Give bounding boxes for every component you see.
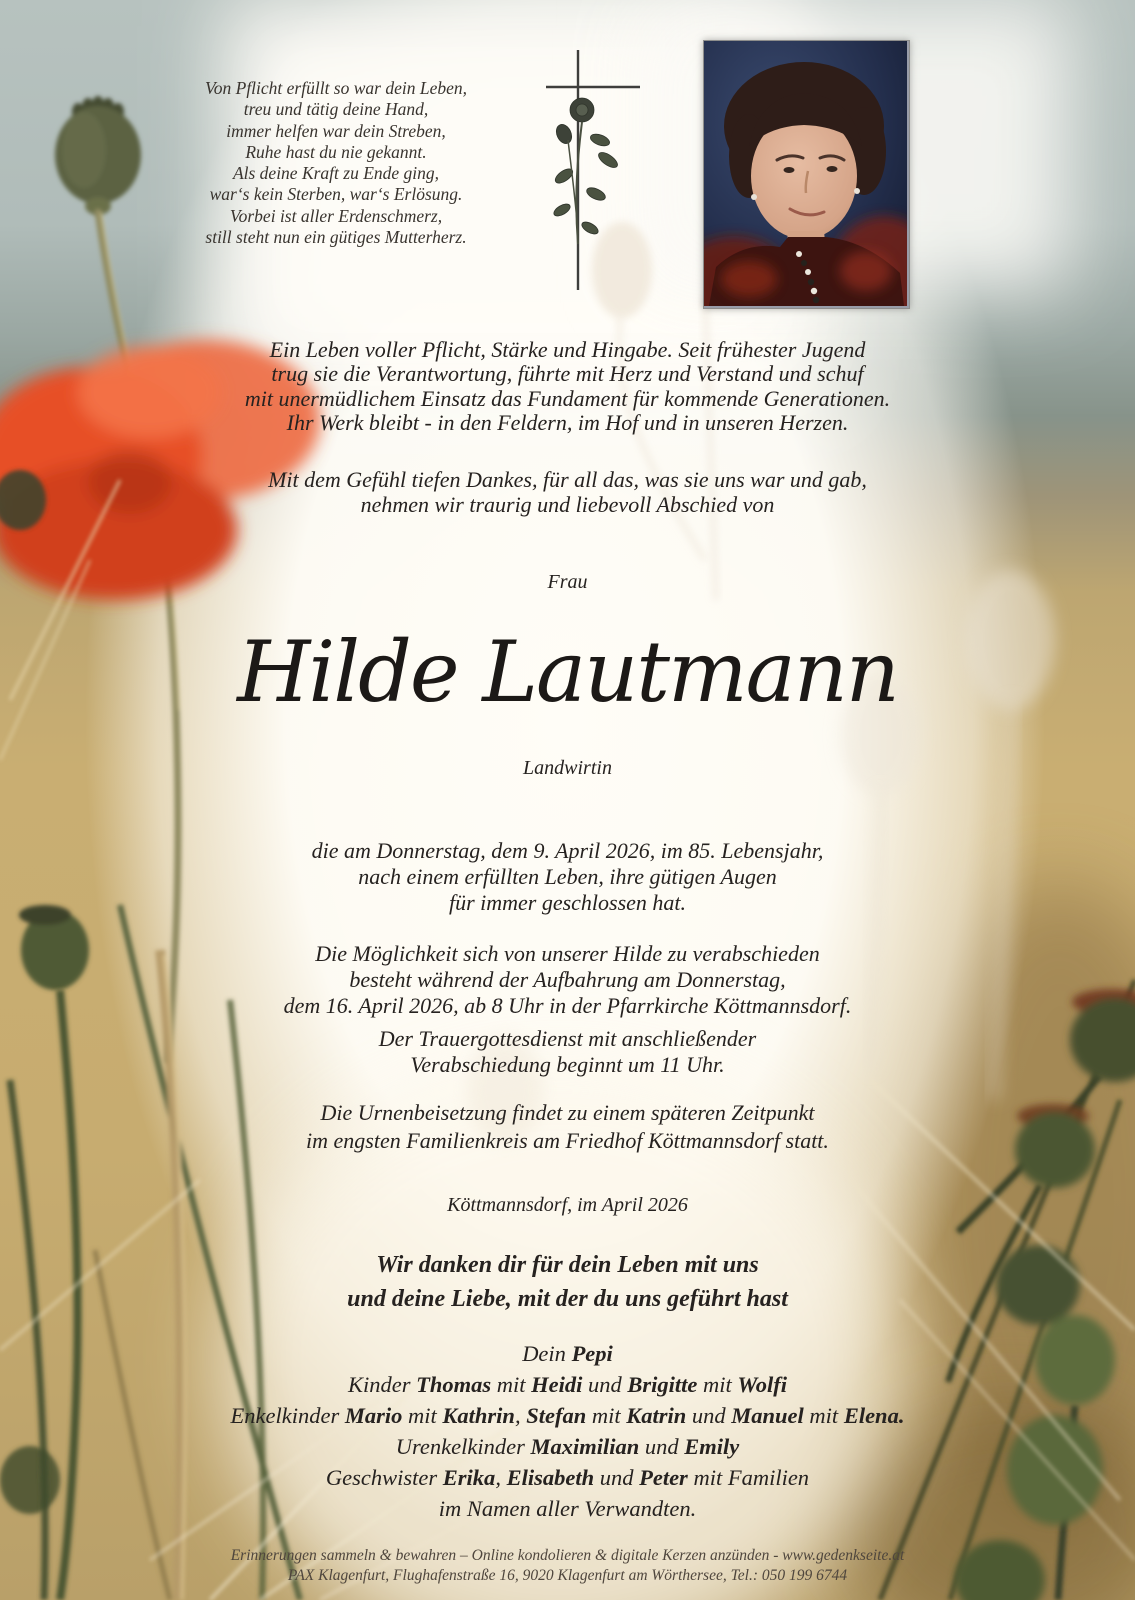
profession: Landwirtin (523, 757, 612, 779)
poem-line: immer helfen war dein Streben, (226, 120, 446, 141)
family-line: im Namen aller Verwandten. (438, 1496, 697, 1521)
poem-line: war‘s kein Sterben, war‘s Erlösung. (209, 184, 463, 205)
service-line: Der Trauergottesdienst mit anschließender (378, 1026, 757, 1051)
dateline: Köttmannsdorf, im April 2026 (447, 1194, 688, 1216)
viewing-line: Die Möglichkeit sich von unserer Hilde zu verabschieden (315, 941, 820, 966)
farewell-line: nehmen wir traurig und liebevoll Abschied von (360, 491, 775, 517)
death-notice-line: die am Donnerstag, dem 9. April 2026, im 85. Lebensjahr, (311, 838, 824, 863)
footer-line: Erinnerungen sammeln & bewahren – Online kondolieren & digitale Kerzen anzünden - www.gedenkseite.at (230, 1547, 905, 1564)
urn-line: im engsten Familienkreis am Friedhof Köttmannsdorf statt. (306, 1128, 829, 1153)
death-notice-line: nach einem erfüllten Leben, ihre gütigen Augen (358, 864, 777, 889)
portrait-illustration (704, 41, 907, 306)
family-list (0, 1338, 1135, 1524)
salutation: Frau (547, 571, 588, 593)
footer-line: PAX Klagenfurt, Flughafenstraße 16, 9020 Klagenfurt am Wörthersee, Tel.: 050 199 6744 (287, 1566, 848, 1584)
poem-line: Als deine Kraft zu Ende ging, (232, 163, 440, 184)
poem-line: Vorbei ist aller Erdenschmerz, (229, 205, 443, 226)
poem-line: Ruhe hast du nie gekannt. (245, 141, 427, 162)
poem-line: treu und tätig deine Hand, (243, 99, 429, 120)
portrait-photo (703, 40, 910, 309)
viewing-line: besteht während der Aufbahrung am Donnerstag, (349, 967, 786, 992)
memorial-poem (148, 78, 524, 248)
funeral-home-footer (0, 1546, 1135, 1585)
intro-paragraph (0, 338, 1135, 435)
family-line: Dein Pepi (522, 1341, 613, 1366)
service-info (0, 1026, 1135, 1077)
death-notice-line: für immer geschlossen hat. (448, 890, 687, 915)
poem-line: Von Pflicht erfüllt so war dein Leben, (205, 78, 467, 98)
family-line: Geschwister Erika, Elisabeth und Peter mit Familien (325, 1465, 810, 1490)
intro-line: Ihr Werk bleibt - in den Feldern, im Hof und in unseren Herzen. (286, 409, 849, 435)
cross-with-rose-icon (538, 44, 668, 296)
urn-line: Die Urnenbeisetzung findet zu einem späteren Zeitpunkt (320, 1100, 815, 1125)
intro-line: mit unermüdlichem Einsatz das Fundament für kommende Generationen. (244, 385, 891, 411)
family-line: Kinder Thomas mit Heidi und Brigitte mit Wolfi (347, 1372, 788, 1397)
thanks-line: und deine Liebe, mit der du uns geführt hast (347, 1286, 788, 1312)
farewell-line: Mit dem Gefühl tiefen Dankes, für all das, was sie uns war und gab, (268, 467, 867, 492)
urn-burial-info (0, 1099, 1135, 1155)
family-line: Enkelkinder Mario mit Kathrin, Stefan mit Katrin und Manuel mit Elena. (230, 1403, 905, 1428)
thanks-message (0, 1248, 1135, 1316)
thanks-line: Wir danken dir für dein Leben mit uns (376, 1252, 759, 1278)
service-line: Verabschiedung beginnt um 11 Uhr. (410, 1051, 725, 1077)
poem-line: still steht nun ein gütiges Mutterherz. (205, 227, 467, 248)
farewell-paragraph (0, 468, 1135, 517)
viewing-line: dem 16. April 2026, ab 8 Uhr in der Pfarrkirche Köttmannsdorf. (283, 993, 852, 1018)
intro-line: trug sie die Verantwortung, führte mit Herz und Verstand und schuf (271, 361, 864, 387)
deceased-name: Hilde Lautmann (237, 623, 898, 721)
death-notice (0, 838, 1135, 916)
intro-line: Ein Leben voller Pflicht, Stärke und Hingabe. Seit frühester Jugend (269, 337, 866, 362)
family-line: Urenkelkinder Maximilian und Emily (395, 1434, 740, 1459)
viewing-info (0, 941, 1135, 1019)
